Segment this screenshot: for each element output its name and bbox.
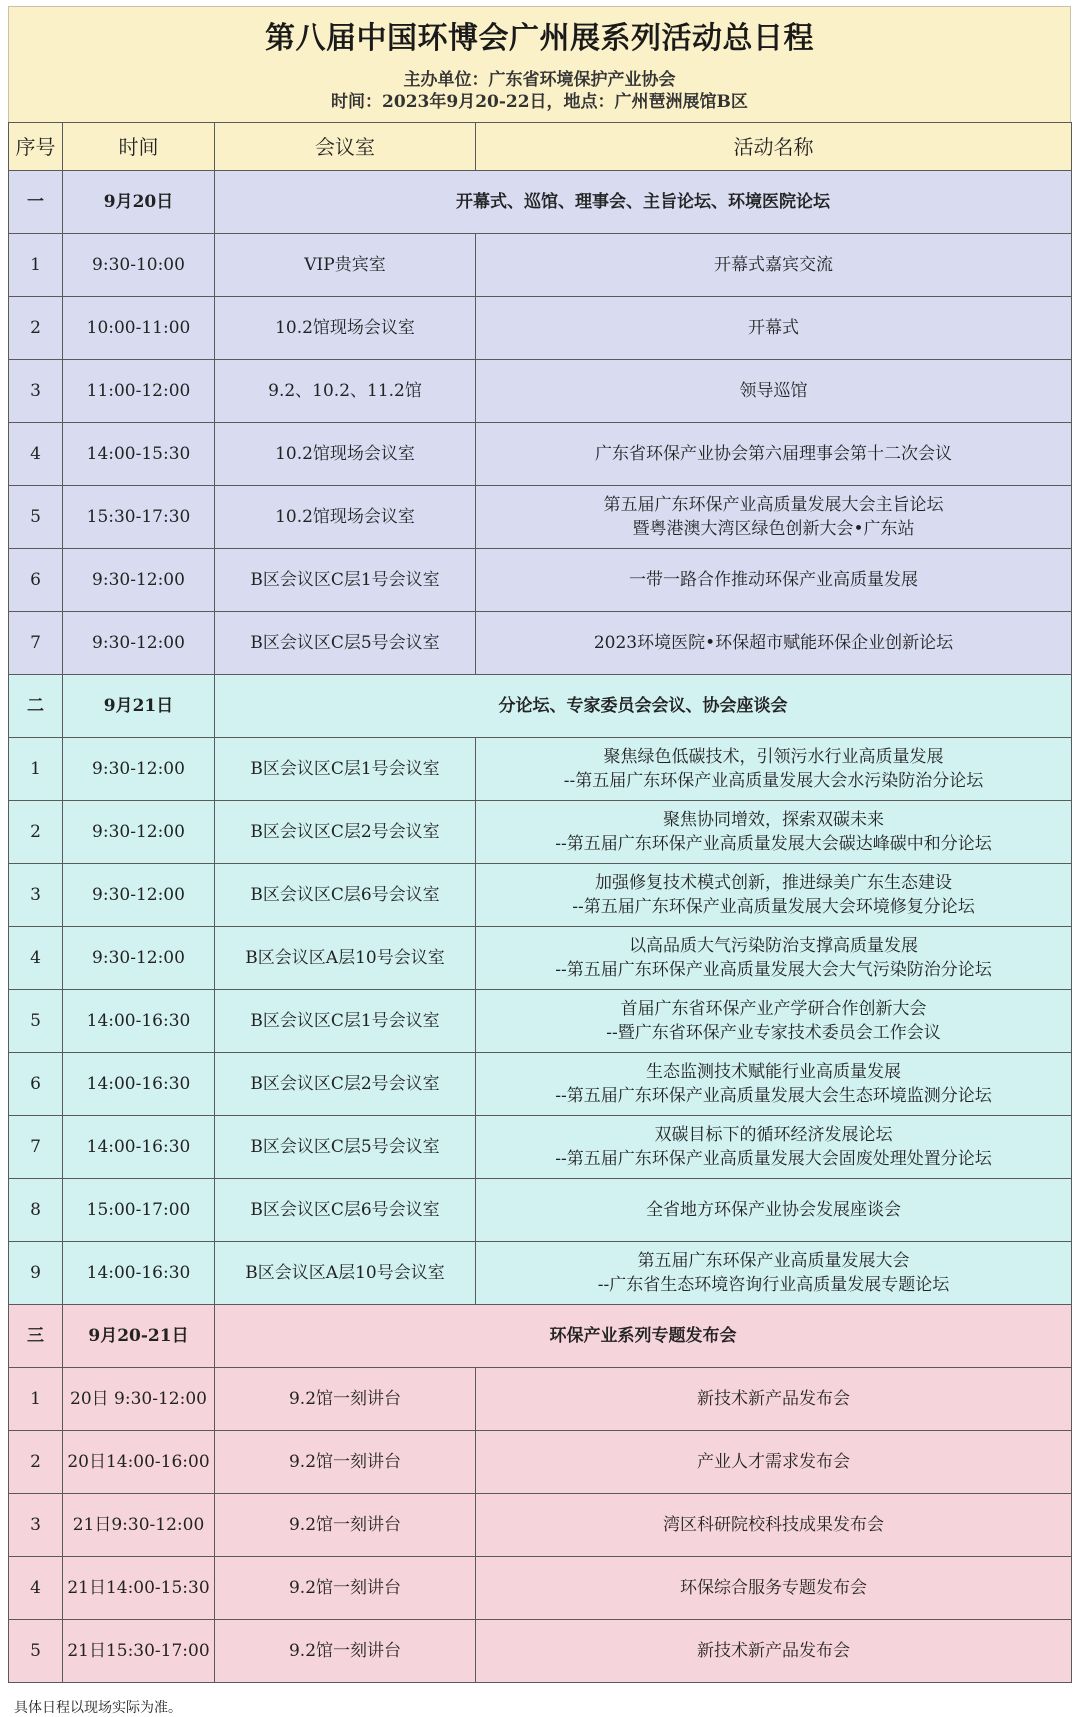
- row-room: B区会议区C层6号会议室: [215, 1179, 476, 1242]
- column-header-no: 序号: [9, 123, 63, 171]
- column-header-time: 时间: [63, 123, 215, 171]
- table-row: [9, 738, 1072, 801]
- row-room: 9.2、10.2、11.2馆: [215, 360, 476, 423]
- row-time: 9:30-12:00: [63, 927, 215, 990]
- row-number: 3: [9, 1494, 63, 1557]
- row-room: 9.2馆一刻讲台: [215, 1620, 476, 1683]
- table-row: [9, 801, 1072, 864]
- row-time: 21日14:00-15:30: [63, 1557, 215, 1620]
- row-time: 15:00-17:00: [63, 1179, 215, 1242]
- row-room: 10.2馆现场会议室: [215, 486, 476, 549]
- schedule-document: [8, 6, 1071, 1683]
- row-time: 14:00-16:30: [63, 1053, 215, 1116]
- row-number: 1: [9, 234, 63, 297]
- row-room: B区会议区A层10号会议室: [215, 1242, 476, 1305]
- row-room: 9.2馆一刻讲台: [215, 1557, 476, 1620]
- row-time: 10:00-11:00: [63, 297, 215, 360]
- column-header-room: 会议室: [215, 123, 476, 171]
- row-time: 14:00-16:30: [63, 990, 215, 1053]
- row-room: 9.2馆一刻讲台: [215, 1431, 476, 1494]
- table-row: [9, 927, 1072, 990]
- activity-line: 第五届广东环保产业高质量发展大会主旨论坛: [603, 495, 944, 515]
- row-time: 9:30-12:00: [63, 801, 215, 864]
- row-time: 9:30-12:00: [63, 612, 215, 675]
- time-place-line: 时间：2023年9月20-22日，地点：广州琶洲展馆B区: [331, 92, 748, 112]
- row-time: 15:30-17:30: [63, 486, 215, 549]
- row-time: 21日15:30-17:00: [63, 1620, 215, 1683]
- row-room: VIP贵宾室: [215, 234, 476, 297]
- table-row: [9, 612, 1072, 675]
- row-room: B区会议区C层1号会议室: [215, 549, 476, 612]
- row-activity: [476, 1116, 1072, 1179]
- row-activity: [476, 234, 1072, 297]
- row-activity: [476, 1242, 1072, 1305]
- table-row: [9, 1557, 1072, 1620]
- row-number: 1: [9, 738, 63, 801]
- activity-line: --第五届广东环保产业高质量发展大会水污染防治分论坛: [563, 771, 984, 791]
- row-number: 9: [9, 1242, 63, 1305]
- activity-line: --第五届广东环保产业高质量发展大会大气污染防治分论坛: [555, 960, 992, 980]
- row-room: B区会议区C层1号会议室: [215, 738, 476, 801]
- row-number: 2: [9, 801, 63, 864]
- row-time: 9:30-10:00: [63, 234, 215, 297]
- activity-line: --广东省生态环境咨询行业高质量发展专题论坛: [597, 1275, 950, 1295]
- section-row: [9, 171, 1072, 234]
- activity-line: 第五届广东环保产业高质量发展大会: [637, 1251, 910, 1271]
- column-header-row: [9, 123, 1072, 171]
- row-activity: [476, 1557, 1072, 1620]
- activity-line: 一带一路合作推动环保产业高质量发展: [629, 570, 918, 590]
- section-title: 环保产业系列专题发布会: [215, 1305, 1072, 1368]
- activity-line: 新技术新产品发布会: [697, 1641, 850, 1661]
- activity-line: --第五届广东环保产业高质量发展大会碳达峰碳中和分论坛: [555, 834, 992, 854]
- table-row: [9, 1116, 1072, 1179]
- activity-line: 环保综合服务专题发布会: [680, 1578, 867, 1598]
- row-activity: [476, 927, 1072, 990]
- row-activity: [476, 612, 1072, 675]
- activity-line: --第五届广东环保产业高质量发展大会固废处理处置分论坛: [555, 1149, 992, 1169]
- row-activity: [476, 864, 1072, 927]
- row-activity: [476, 990, 1072, 1053]
- row-number: 2: [9, 1431, 63, 1494]
- row-number: 4: [9, 423, 63, 486]
- row-activity: [476, 297, 1072, 360]
- section-date: 9月20日: [63, 171, 215, 234]
- row-activity: [476, 360, 1072, 423]
- activity-line: 生态监测技术赋能行业高质量发展: [646, 1062, 901, 1082]
- row-time: 14:00-16:30: [63, 1116, 215, 1179]
- row-number: 4: [9, 927, 63, 990]
- row-number: 3: [9, 864, 63, 927]
- activity-line: --第五届广东环保产业高质量发展大会生态环境监测分论坛: [555, 1086, 992, 1106]
- row-room: 10.2馆现场会议室: [215, 423, 476, 486]
- table-row: [9, 360, 1072, 423]
- section-number: 三: [9, 1305, 63, 1368]
- row-room: B区会议区C层5号会议室: [215, 1116, 476, 1179]
- row-time: 9:30-12:00: [63, 864, 215, 927]
- activity-line: --暨广东省环保产业专家技术委员会工作会议: [606, 1023, 941, 1043]
- row-number: 4: [9, 1557, 63, 1620]
- table-row: [9, 423, 1072, 486]
- row-number: 8: [9, 1179, 63, 1242]
- activity-line: 2023环境医院•环保超市赋能环保企业创新论坛: [593, 633, 954, 653]
- table-row: [9, 1494, 1072, 1557]
- row-time: 11:00-12:00: [63, 360, 215, 423]
- row-room: B区会议区C层2号会议室: [215, 1053, 476, 1116]
- row-number: 6: [9, 1053, 63, 1116]
- table-row: [9, 1053, 1072, 1116]
- activity-line: 双碳目标下的循环经济发展论坛: [654, 1125, 893, 1145]
- activity-line: 开幕式: [748, 318, 799, 338]
- row-number: 2: [9, 297, 63, 360]
- row-number: 3: [9, 360, 63, 423]
- section-date: 9月21日: [63, 675, 215, 738]
- activity-line: 加强修复技术模式创新，推进绿美广东生态建设: [595, 873, 952, 893]
- activity-line: 广东省环保产业协会第六届理事会第十二次会议: [595, 444, 952, 464]
- table-row: [9, 864, 1072, 927]
- table-row: [9, 1431, 1072, 1494]
- table-row: [9, 1242, 1072, 1305]
- row-activity: [476, 1368, 1072, 1431]
- row-time: 14:00-16:30: [63, 1242, 215, 1305]
- row-activity: [476, 549, 1072, 612]
- section-row: [9, 1305, 1072, 1368]
- table-row: [9, 297, 1072, 360]
- activity-line: 领导巡馆: [739, 381, 808, 401]
- row-activity: [476, 801, 1072, 864]
- table-row: [9, 486, 1072, 549]
- activity-line: 以高品质大气污染防治支撑高质量发展: [629, 936, 918, 956]
- section-title: 分论坛、专家委员会会议、协会座谈会: [215, 675, 1072, 738]
- row-room: B区会议区C层6号会议室: [215, 864, 476, 927]
- activity-line: 新技术新产品发布会: [697, 1389, 850, 1409]
- row-room: B区会议区C层2号会议室: [215, 801, 476, 864]
- table-row: [9, 549, 1072, 612]
- activity-line: 湾区科研院校科技成果发布会: [663, 1515, 884, 1535]
- row-number: 5: [9, 486, 63, 549]
- row-time: 21日9:30-12:00: [63, 1494, 215, 1557]
- row-activity: [476, 486, 1072, 549]
- row-activity: [476, 1053, 1072, 1116]
- column-header-activity: 活动名称: [476, 123, 1072, 171]
- table-row: [9, 990, 1072, 1053]
- row-time: 9:30-12:00: [63, 549, 215, 612]
- activity-line: 全省地方环保产业协会发展座谈会: [646, 1200, 901, 1220]
- row-number: 5: [9, 990, 63, 1053]
- row-number: 7: [9, 612, 63, 675]
- row-number: 6: [9, 549, 63, 612]
- row-room: B区会议区A层10号会议室: [215, 927, 476, 990]
- activity-line: 开幕式嘉宾交流: [714, 255, 833, 275]
- row-number: 1: [9, 1368, 63, 1431]
- row-activity: [476, 423, 1072, 486]
- table-row: [9, 1179, 1072, 1242]
- section-number: 二: [9, 675, 63, 738]
- schedule-header: [8, 6, 1071, 122]
- activity-line: 暨粤港澳大湾区绿色创新大会•广东站: [632, 519, 915, 539]
- activity-line: 首届广东省环保产业产学研合作创新大会: [620, 999, 927, 1019]
- section-number: 一: [9, 171, 63, 234]
- row-time: 20日 9:30-12:00: [63, 1368, 215, 1431]
- row-activity: [476, 1431, 1072, 1494]
- row-room: B区会议区C层1号会议室: [215, 990, 476, 1053]
- organizer-line: 主办单位：广东省环境保护产业协会: [403, 70, 676, 90]
- activity-line: --第五届广东环保产业高质量发展大会环境修复分论坛: [572, 897, 975, 917]
- row-number: 7: [9, 1116, 63, 1179]
- section-title: 开幕式、巡馆、理事会、主旨论坛、环境医院论坛: [215, 171, 1072, 234]
- activity-line: 聚焦协同增效，探索双碳未来: [663, 810, 884, 830]
- row-number: 5: [9, 1620, 63, 1683]
- section-date: 9月20-21日: [63, 1305, 215, 1368]
- activity-line: 产业人才需求发布会: [697, 1452, 850, 1472]
- table-row: [9, 234, 1072, 297]
- row-activity: [476, 738, 1072, 801]
- row-activity: [476, 1620, 1072, 1683]
- page-title: 第八届中国环博会广州展系列活动总日程: [265, 21, 814, 56]
- section-row: [9, 675, 1072, 738]
- row-room: B区会议区C层5号会议室: [215, 612, 476, 675]
- row-time: 14:00-15:30: [63, 423, 215, 486]
- row-activity: [476, 1494, 1072, 1557]
- schedule-table: [8, 122, 1072, 1683]
- row-room: 9.2馆一刻讲台: [215, 1368, 476, 1431]
- row-room: 10.2馆现场会议室: [215, 297, 476, 360]
- row-room: 9.2馆一刻讲台: [215, 1494, 476, 1557]
- row-activity: [476, 1179, 1072, 1242]
- row-time: 9:30-12:00: [63, 738, 215, 801]
- row-time: 20日14:00-16:00: [63, 1431, 215, 1494]
- table-row: [9, 1620, 1072, 1683]
- table-row: [9, 1368, 1072, 1431]
- activity-line: 聚焦绿色低碳技术，引领污水行业高质量发展: [603, 747, 944, 767]
- footer-note: 具体日程以现场实际为准。: [14, 1700, 182, 1716]
